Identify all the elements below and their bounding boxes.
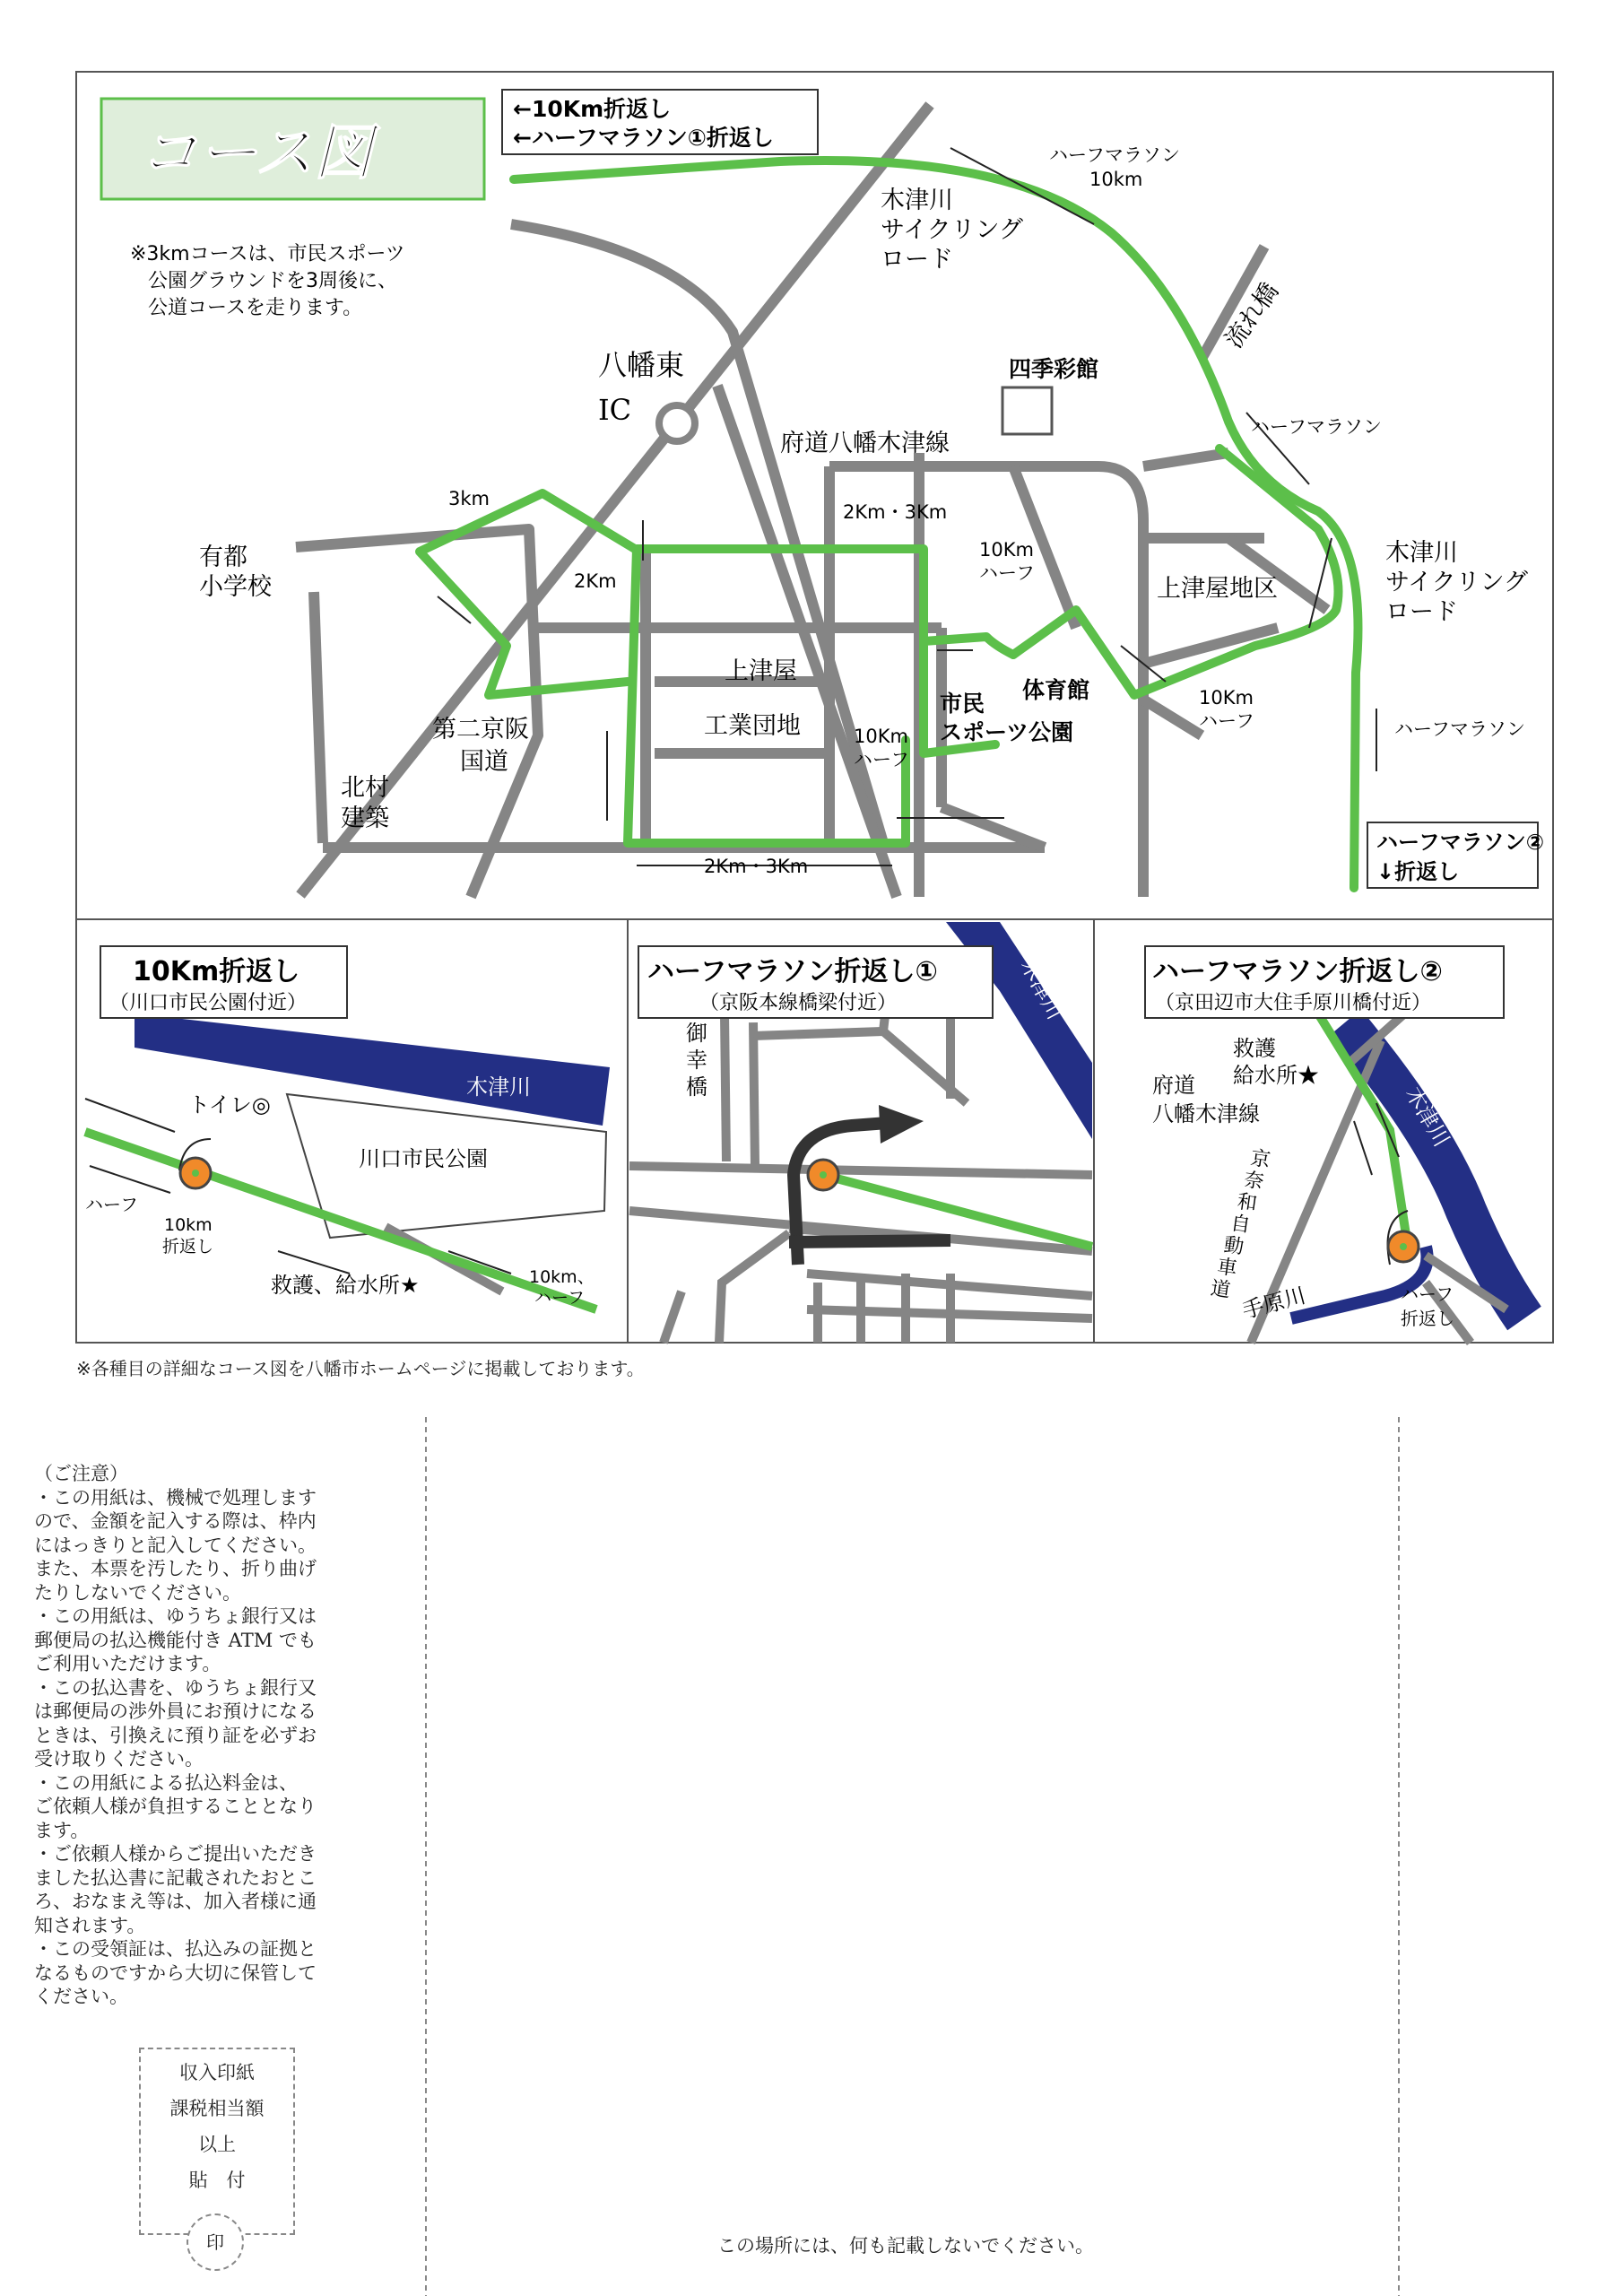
inset-1-km-half-line1: 10km、 [529,1267,595,1287]
notice-line: たりしないでください。 [34,1581,241,1604]
label-kizugawa-road-1-line1: 木津川 [881,187,953,214]
label-10km-half-3-line1: 10Km [1199,687,1254,709]
svg-text:和: 和 [1236,1190,1259,1216]
inset-2-bridge-2: 幸 [686,1048,707,1073]
inset-1-title: 10Km折返し [133,956,300,987]
inset-1-river: 木津川 [466,1074,531,1100]
svg-text:道: 道 [1209,1277,1232,1303]
map-note-line2: 公園グラウンドを3周後に、 [148,270,397,292]
notice-line: ・ご依頼人様からご提出いただき [34,1843,317,1865]
inset-2-bridge-1: 御 [686,1021,707,1046]
turn-box-top [502,90,818,154]
label-kitamura-line2: 建築 [341,804,389,832]
svg-text:自: 自 [1228,1212,1253,1238]
inset-2-river: 木津川 [1015,954,1069,1024]
notice-line: ・この払込書を、ゆうちょ銀行又 [34,1676,317,1699]
no-write-notice: この場所には、何も記載しないでください。 [717,2235,1094,2257]
label-10km-half-2-line1: 10Km [854,726,908,747]
notice-line: 郵便局の払込機能付き ATM でも [34,1629,317,1651]
turn-box-bottom-line2: ↓折返し [1376,859,1460,884]
label-shikisaikan: 四季彩館 [1009,356,1099,382]
inset-3-aid-line2: 給水所★ [1233,1063,1319,1088]
label-uzu-school-line2: 小学校 [199,573,272,601]
notice-line: 受け取りください。 [34,1748,204,1770]
map-title-badge [101,99,484,199]
label-half-10km-line1: ハーフマラソン [1049,144,1180,166]
notice-line: 知されます。 [34,1914,146,1936]
notice-line: ・この用紙は、ゆうちょ銀行又は [34,1605,317,1627]
notice-line: ご利用いただけます。 [34,1653,221,1674]
label-2km: 2Km [574,570,617,592]
inset-1-turn-line1: 10km [164,1215,213,1235]
label-half-10km-line2: 10km [1089,169,1143,190]
notice-line: ました払込書に記載されたおとこ [34,1866,317,1889]
svg-text:奈: 奈 [1242,1169,1265,1195]
revenue-stamp-box [139,2048,295,2235]
label-nagare-bashi: 流れ橋 [1219,277,1285,354]
inset-1-aid: 救護、給水所★ [271,1273,420,1298]
label-kizugawa-road-2-line2: サイクリング [1385,569,1529,596]
notice-line: ご依頼人様が負担することとなり [34,1796,317,1817]
inset-3-pref-road-line1: 府道 [1152,1073,1195,1098]
notice-line: ください。 [34,1986,128,2007]
notice-line: ・この受領証は、払込みの証拠と [34,1938,317,1960]
map-note-line3: 公道コースを走ります。 [148,297,363,319]
inset-3-river: 木津川 [1400,1083,1455,1152]
svg-text:動: 動 [1222,1233,1245,1259]
notice-line: また、本票を汚したり、折り曲げ [34,1558,317,1579]
label-daini-keihan-line1: 第二京阪 [432,716,529,744]
label-kizugawa-road-1-line3: ロード [881,246,953,274]
label-half-2: ハーフマラソン [1394,718,1525,740]
stamp-line-1: 収入印紙 [179,2062,255,2083]
label-yawata-ic-line1: 八幡東 [598,348,685,382]
inset-1-toilet: トイレ◎ [188,1092,271,1118]
shikisaikan-building [1002,387,1052,434]
inset-3-tehara: 手原川 [1239,1283,1309,1324]
inset-3-subtitle: （京田辺市大住手原川橋付近） [1155,992,1432,1014]
notice-line: ・この用紙による払込料金は、 [34,1771,298,1794]
turn-box-top-line1: ←10Km折返し [513,96,672,122]
inset-3-title: ハーフマラソン折返し② [1152,956,1443,987]
notice-line: は郵便局の渉外員にお預けになる [34,1700,317,1722]
svg-text:京: 京 [1249,1147,1272,1172]
inset-3-aid-line1: 救護 [1233,1036,1276,1061]
notice-line: にはっきりと記入してください。 [34,1534,317,1556]
notice-line: （ご注意） [34,1463,128,1484]
label-uzu-school-line1: 有都 [199,544,247,571]
label-daini-keihan-line2: 国道 [460,748,508,776]
map-note-line1: ※3kmコースは、市民スポーツ [130,243,405,265]
label-10km-half-1-line1: 10Km [979,539,1034,561]
label-kizugawa-road-2-line3: ロード [1385,598,1458,626]
label-kitamura-line1: 北村 [341,774,389,802]
seal-circle: 印 [187,2213,244,2271]
notice-line: ・この用紙は、機械で処理します [34,1486,317,1509]
label-10km-half-1-line2: ハーフ [979,562,1035,584]
turn-box-top-line2: ←ハーフマラソン①折返し [513,125,774,151]
label-yawata-ic-line2: IC [598,393,632,427]
turn-box-bottom [1367,822,1544,888]
label-3km: 3km [448,488,490,509]
label-10km-half-2-line2: ハーフ [854,749,909,770]
label-2-3km-top: 2Km・3Km [843,501,948,523]
inset-3-turn-line2: 折返し [1401,1308,1454,1329]
inset-3-pref-road-line2: 八幡木津線 [1152,1101,1260,1126]
notice-block [34,1462,384,2009]
inset-1-km-half-line2: ハーフ [534,1288,586,1308]
ic-roundabout [659,405,695,441]
label-10km-half-3-line2: ハーフ [1199,710,1254,732]
label-civic-park-line2: スポーツ公園 [940,719,1074,745]
inset-1-subtitle: （川口市民公園付近） [109,992,308,1014]
label-kamitsuya-area: 上津屋地区 [1157,575,1278,603]
stamp-line-2: 課税相当額 [169,2098,265,2119]
stamp-line-4: 貼 付 [188,2170,246,2191]
label-kogyo-danchi: 工業団地 [704,712,801,740]
inset-2-bridge-3: 橋 [686,1074,707,1100]
stamp-line-3: 以上 [198,2134,236,2155]
label-civic-park-line1: 市民 [940,691,985,717]
inset-1-park: 川口市民公園 [359,1146,488,1171]
inset-2-subtitle: （京阪本線橋梁付近） [699,992,898,1014]
notice-line: なるものですから大切に保管して [34,1961,317,1984]
inset-3-turn-line1: ハーフ [1401,1283,1454,1305]
label-2-3km-bottom: 2Km・3Km [704,856,809,877]
notice-line: ときは、引換えに預り証を必ずお [34,1724,317,1746]
inset-1-turn-line2: 折返し [162,1237,214,1257]
footnote: ※各種目の詳細なコース図を八幡市ホームページに掲載しております。 [76,1358,645,1379]
label-kizugawa-road-2-line1: 木津川 [1385,539,1458,567]
notice-line: ます。 [34,1819,90,1841]
inset-2-title: ハーフマラソン折返し① [647,956,938,987]
label-kizugawa-road-1-line2: サイクリング [881,216,1024,244]
label-prefectural-road: 府道八幡木津線 [780,430,950,457]
inset-1-half: ハーフ [85,1194,138,1215]
turn-box-bottom-line1: ハーフマラソン② [1376,830,1545,855]
notice-line: ので、金額を記入する際は、枠内 [34,1510,317,1532]
map-title: コース図 [139,118,373,187]
label-kamitsuya: 上津屋 [725,657,797,685]
label-half-1: ハーフマラソン [1251,416,1382,438]
notice-line: ろ、おなまえ等は、加入者様に通 [34,1891,317,1912]
svg-text:車: 車 [1215,1256,1239,1281]
label-gymnasium: 体育館 [1022,677,1090,703]
